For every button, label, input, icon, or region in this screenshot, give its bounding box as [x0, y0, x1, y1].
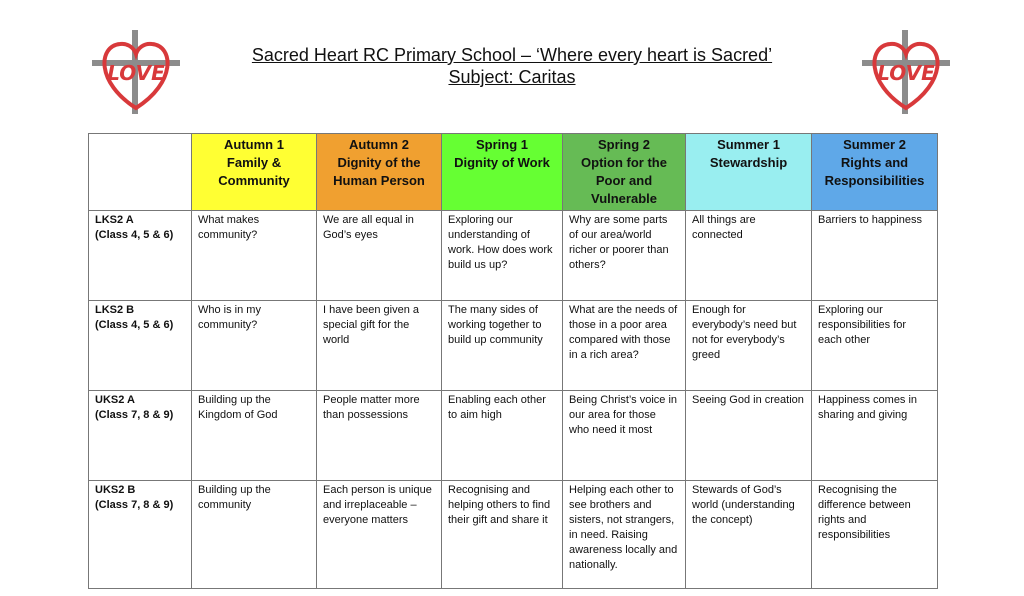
header-term: Spring 2: [597, 137, 650, 152]
header-summer-1: [686, 134, 812, 211]
table-header-row: [89, 134, 938, 211]
row-label: [89, 211, 192, 301]
header-theme: Rights and: [840, 155, 909, 170]
table-cell: Who is in my community?: [192, 301, 317, 391]
table-cell: Being Christ’s voice in our area for those who need it most: [563, 391, 686, 481]
table-cell: Why are some parts of our area/world richer or poorer than others?: [563, 211, 686, 301]
header-spring-2: [563, 134, 686, 211]
row-classes: (Class 7, 8 & 9): [95, 499, 174, 511]
table-cell: Recognising the difference between rights and responsibilities: [812, 481, 938, 589]
row-classes: (Class 4, 5 & 6): [95, 229, 174, 241]
table-row: [89, 301, 938, 391]
table-cell: Building up the Kingdom of God: [192, 391, 317, 481]
table-row: [89, 391, 938, 481]
header-term: Summer 1: [717, 137, 780, 152]
table-cell: Building up the community: [192, 481, 317, 589]
header-theme: Poor and: [595, 173, 653, 188]
header-spring-1: [442, 134, 563, 211]
header-term: Summer 2: [843, 137, 906, 152]
row-label: [89, 391, 192, 481]
header-theme: Dignity of Work: [454, 155, 550, 170]
table-cell: Enabling each other to aim high: [442, 391, 563, 481]
table-cell: Recognising and helping others to find their gift and share it: [442, 481, 563, 589]
header-term: Spring 1: [475, 137, 528, 152]
table-cell: The many sides of working together to build up community: [442, 301, 563, 391]
header-term: Autumn 1: [224, 137, 284, 152]
table-cell: Each person is unique and irreplaceable – everyone matters: [317, 481, 442, 589]
title-line-2: Subject: Caritas: [448, 67, 576, 87]
header-term: Autumn 2: [349, 137, 409, 152]
table-cell: People matter more than possessions: [317, 391, 442, 481]
table-cell: Helping each other to see brothers and sisters, not strangers, in need. Raising awareness locally and nationally.: [563, 481, 686, 589]
row-group: UKS2 B: [95, 484, 136, 496]
header-autumn-2: [317, 134, 442, 211]
header-corner-cell: [89, 134, 192, 211]
row-classes: (Class 7, 8 & 9): [95, 409, 174, 421]
love-logo-text: LOVE: [107, 61, 165, 85]
table-cell: Exploring our understanding of work. How does work build us up?: [442, 211, 563, 301]
header-summer-2: [812, 134, 938, 211]
table-cell: I have been given a special gift for the world: [317, 301, 442, 391]
header-theme: Responsibilities: [824, 173, 925, 188]
page-title: [0, 44, 1024, 88]
row-group: LKS2 A: [95, 214, 134, 226]
header-theme: Dignity of the: [337, 155, 421, 170]
row-classes: (Class 4, 5 & 6): [95, 319, 174, 331]
header-theme: Human Person: [333, 173, 425, 188]
table-cell: Stewards of God’s world (understanding the concept): [686, 481, 812, 589]
table-cell: Happiness comes in sharing and giving: [812, 391, 938, 481]
row-group: UKS2 A: [95, 394, 135, 406]
table-row: [89, 211, 938, 301]
table-cell: We are all equal in God’s eyes: [317, 211, 442, 301]
table-cell: Barriers to happiness: [812, 211, 938, 301]
header-theme: Family &: [226, 155, 282, 170]
table-cell: Seeing God in creation: [686, 391, 812, 481]
row-label: [89, 301, 192, 391]
table-row: [89, 481, 938, 589]
header-theme: Community: [218, 173, 290, 188]
table-cell: What are the needs of those in a poor area compared with those in a rich area?: [563, 301, 686, 391]
love-logo-text: LOVE: [877, 61, 935, 85]
table-cell: What makes community?: [192, 211, 317, 301]
title-line-1: Sacred Heart RC Primary School – ‘Where every heart is Sacred’: [251, 45, 773, 65]
header-theme: Option for the: [581, 155, 667, 170]
table-cell: Enough for everybody’s need but not for everybody’s greed: [686, 301, 812, 391]
row-group: LKS2 B: [95, 304, 135, 316]
header-theme: Stewardship: [709, 155, 788, 170]
header-autumn-1: [192, 134, 317, 211]
row-label: [89, 481, 192, 589]
header-theme: Vulnerable: [591, 191, 657, 206]
curriculum-table: [88, 133, 938, 589]
table-cell: Exploring our responsibilities for each other: [812, 301, 938, 391]
table-cell: All things are connected: [686, 211, 812, 301]
